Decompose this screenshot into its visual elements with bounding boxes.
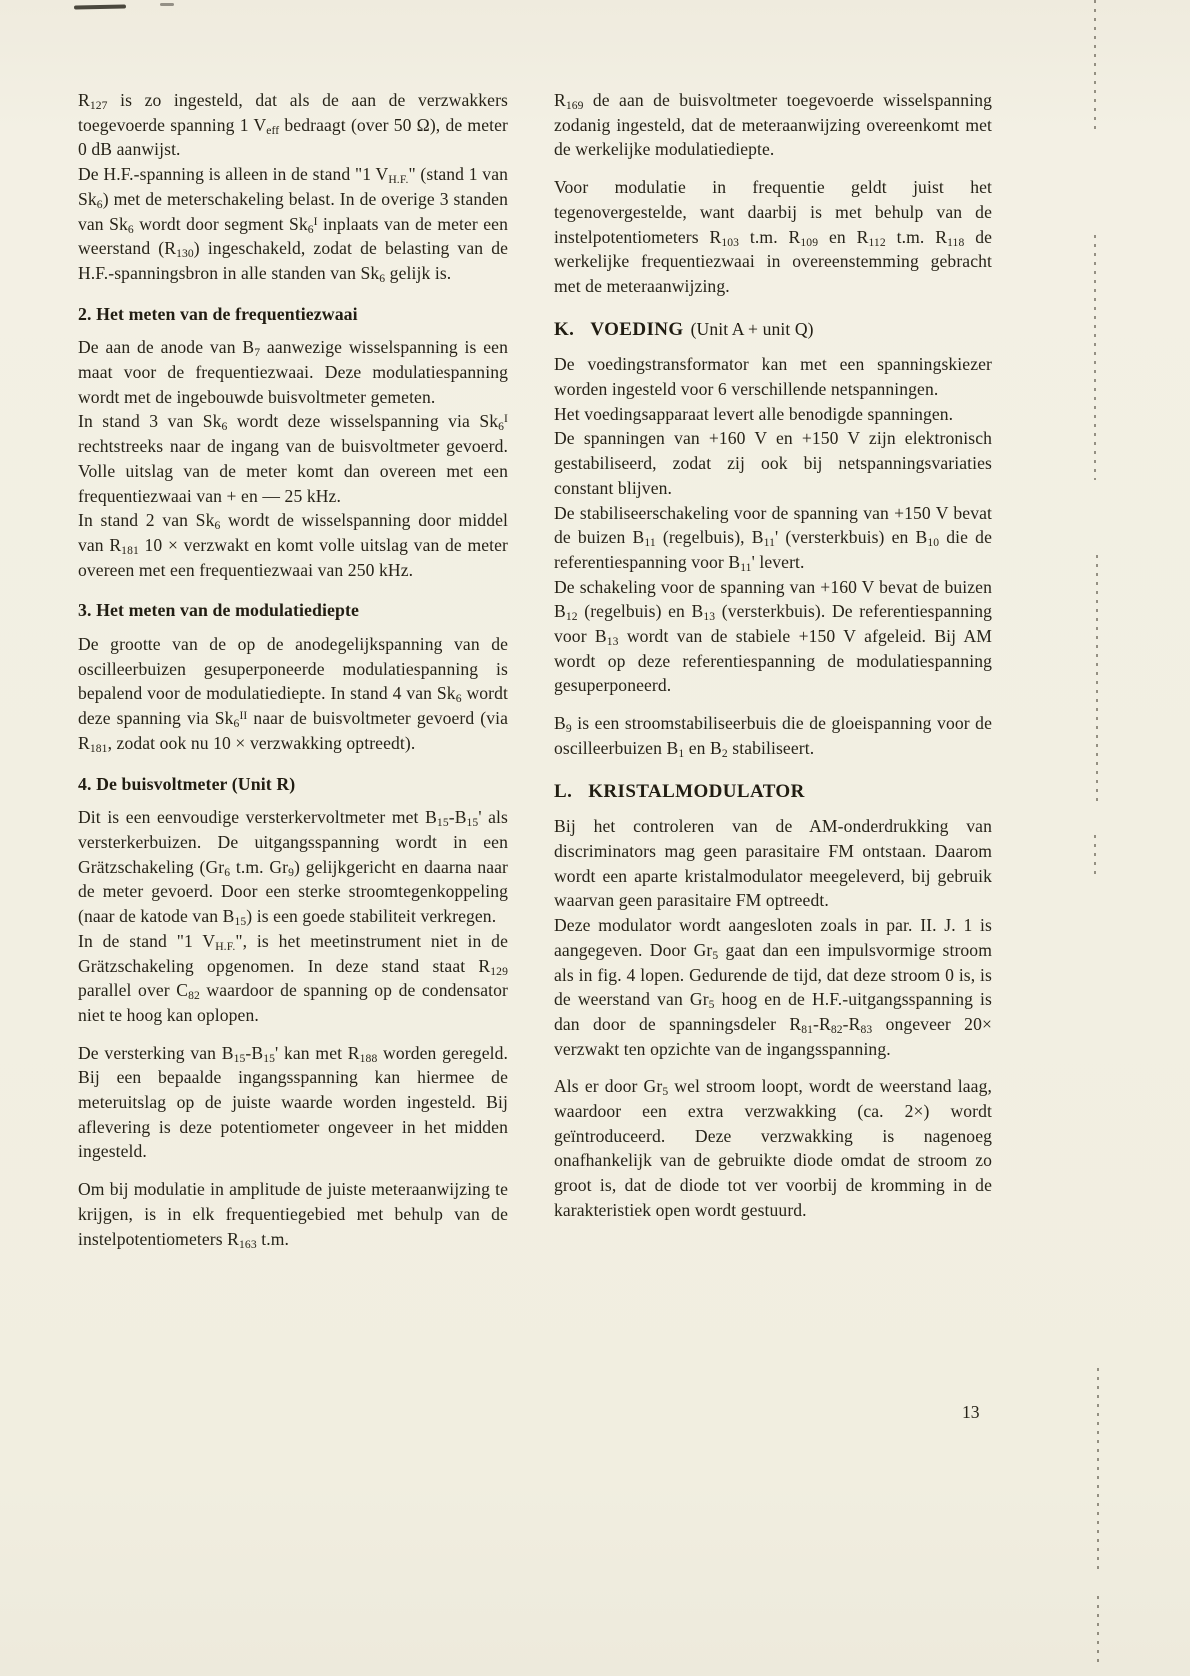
heading-voeding bbox=[554, 317, 992, 343]
scan-artifact-binding-dots bbox=[1094, 235, 1096, 480]
heading-voeding-title: VOEDING bbox=[590, 318, 684, 340]
scan-artifact-binding-dots bbox=[1097, 1368, 1099, 1573]
paragraph-modulatie-frequentie: Voor modulatie in frequentie geldt juist het tegenovergestelde, want daarbij is met behulp van de instelpotentiometers $R_{103}$ t.m. $R_{109}$ en $R_{112}$ t.m. $R_{118}$ de werkelijke frequentiezwaai in overeenstemming gebracht met de meteraanwijzing. bbox=[554, 177, 993, 296]
paragraph-schakeling-160v: De schakeling voor de spanning van +160 V bevat de buizen $B_{12}$ (regelbuis) en $B_{13}$ (versterkbuis). De referentiespanning voor $B_{13}$ wordt van de stabiele +150 V afgeleid. Bij AM wordt op deze referentiespanning de modulatiespanning gesuperponeerd. bbox=[554, 576, 992, 696]
paragraph-gr5-stroom: Als er door $Gr_5$ wel stroom loopt, wordt de weerstand laag, waardoor een extra verzwakking (ca. 2×) wordt geïntroduceerd. Deze verzwakking is nagenoeg onafhankelijk van de gebruikte diode omdat de stroom zo groot is, dat de diode tot ver voorbij de kromming in de karakteristiek open wordt gestuurd. bbox=[554, 1076, 992, 1220]
paragraph-anode-b7: De aan de anode van $B_7$ aanwezige wisselspanning is een maat voor de frequentiezwaai. Deze modulatiespanning wordt met de ingebouwde buisvoltmeter gemeten. bbox=[78, 337, 508, 407]
heading-buisvoltmeter: 4. De buisvoltmeter (Unit R) bbox=[78, 773, 296, 794]
paragraph-voedingsapparaat: Het voedingsapparaat levert alle benodigde spanningen. bbox=[554, 403, 954, 424]
right-column bbox=[554, 88, 992, 1223]
paragraph-modulatie-amplitude: Om bij modulatie in amplitude de juiste meteraanwijzing te krijgen, is in elk frequentiegebied met behulp van de instelpotentiometers $R_{163}$ t.m. bbox=[78, 1179, 508, 1251]
scan-artifact-top-tick bbox=[160, 3, 174, 6]
paragraph-voedingstransformator: De voedingstransformator kan met een spanningskiezer worden ingesteld voor 6 verschillende netspanningen. bbox=[554, 354, 992, 400]
paragraph-stand-2: In stand 2 van $Sk_6$ wordt de wisselspanning door middel van $R_{181}$ 10 × verzwakt en komt volle uitslag van de meter overeen met een frequentiezwaai van 250 kHz. bbox=[78, 510, 508, 580]
page-number: 13 bbox=[962, 1402, 980, 1422]
paragraph-r127-calibration: $R_{127}$ is zo ingesteld, dat als de aan de verzwakkers toegevoerde spanning 1 $V_{eff}$ bedraagt (over 50 Ω), de meter 0 dB aanwijst. bbox=[78, 90, 508, 160]
heading-voeding-letter: K. bbox=[554, 318, 575, 340]
scan-artifact-binding-dots bbox=[1094, 835, 1096, 880]
paragraph-stabilisatie-150v: De stabiliseerschakeling voor de spanning van +150 V bevat de buizen $B_{11}$ (regelbuis), $B_{11}'$ (versterkbuis) en $B_{10}$ die de referentiespanning voor $B_{11}'$ levert. bbox=[554, 502, 992, 574]
scan-artifact-top-dash bbox=[74, 4, 126, 9]
paragraph-stand-3: In stand 3 van $Sk_6$ wordt deze wisselspanning via $Sk_6^I$ rechtstreeks naar de ingang van de buisvoltmeter gevoerd. Volle uitslag van de meter komt dan overeen met een frequentiezwaai van + en — 25 kHz. bbox=[78, 411, 508, 506]
paragraph-hf-meter-load: De H.F.-spanning is alleen in de stand "1 $V_{H.F.}$" (stand 1 van $Sk_6$) met de meterschakeling belast. In de overige 3 standen van $Sk_6$ wordt door segment $Sk_6^I$ inplaats van de meter een weerstand $(R_{130})$ ingeschakeld, zodat de belasting van de H.F.-spanningsbron in alle standen van $Sk_6$ gelijk is. bbox=[78, 164, 508, 285]
heading-voeding-units: (Unit A + unit Q) bbox=[690, 318, 814, 339]
heading-kristalmodulator-letter: L. bbox=[554, 780, 573, 802]
heading-kristalmodulator bbox=[554, 779, 992, 805]
paragraph-am-onderdrukking: Bij het controleren van de AM-onderdrukking van discriminators mag geen parasitaire FM ontstaan. Daarom wordt een aparte kristalmodulator meegeleverd, bij gebruik waarvan geen parasitaire FM optreedt. bbox=[554, 816, 992, 911]
paragraph-modulator-aansluiting: Deze modulator wordt aangesloten zoals in par. II. J. 1 is aangegeven. Door $Gr_5$ gaat dan een impulsvormige stroom als in fig. 4 lopen. Gedurende de tijd, dat deze stroom 0 is, is de weerstand van $Gr_5$ hoog en de H.F.-uitgangsspanning is dan door de spanningsdeler $R_{81}-R_{82}-R_{83}$ ongeveer 20× verzwakt ten opzichte van de ingangsspanning. bbox=[554, 915, 992, 1059]
heading-meten-modulatiediepte: 3. Het meten van de modulatiediepte bbox=[78, 600, 360, 621]
heading-meten-frequentiezwaai: 2. Het meten van de frequentiezwaai bbox=[78, 303, 358, 324]
paragraph-gestabiliseerde-spanningen: De spanningen van +160 V en +150 V zijn elektronisch gestabiliseerd, zodat zij ook bij netspanningsvariaties constant blijven. bbox=[554, 428, 992, 498]
paragraph-modulatiediepte: De grootte van de op de anodegelijkspanning van de oscilleerbuizen gesuperponeerde modulatiespanning is bepalend voor de modulatiediepte. In stand 4 van $Sk_6$ wordt deze spanning via $Sk_6^{II}$ naar de buisvoltmeter gevoerd (via $R_{181}$, zodat ook nu 10 × verzwakking optreedt). bbox=[78, 634, 509, 755]
scan-artifact-binding-dots bbox=[1097, 1596, 1099, 1664]
paragraph-versterking-regeling: De versterking van $B_{15}-B_{15}'$ kan met $R_{188}$ worden geregeld. Bij een bepaalde ingangsspanning kan hiermee de meteruitslag op de juiste waarde worden ingesteld. Bij aflevering is deze potentiometer ongeveer in het midden ingesteld. bbox=[78, 1042, 508, 1162]
scan-artifact-binding-dots bbox=[1094, 0, 1096, 130]
paragraph-versterkervoltmeter: Dit is een eenvoudige versterkervoltmeter met $B_{15}-B_{15}'$ als versterkerbuizen. De uitgangsspanning wordt in een Grätzschakeling ($Gr_6$ t.m. $Gr_9$) gelijkgericht en daarna naar de meter gevoerd. Door een sterke stroomtegenkoppeling (naar de katode van $B_{15}$) is een goede stabiliteit verkregen. bbox=[78, 807, 509, 928]
paragraph-b9-stroomstabilisator: $B_9$ is een stroomstabiliseerbuis die de gloeispanning voor de oscilleerbuizen $B_1$ en $B_2$ stabiliseert. bbox=[554, 713, 992, 760]
scan-artifact-binding-dots bbox=[1096, 555, 1098, 805]
heading-kristalmodulator-title: KRISTALMODULATOR bbox=[588, 780, 805, 802]
paragraph-r169-instelling: $R_{169}$ de aan de buisvoltmeter toegevoerde wisselspanning zodanig ingesteld, dat de meteraanwijzing overeenkomt met de werkelijke modulatiediepte. bbox=[554, 90, 992, 160]
paragraph-stand-1v-hf: In de stand "1 $V_{H.F.}$", is het meetinstrument niet in de Grätzschakeling opgenomen. In deze stand staat $R_{129}$ parallel over $C_{82}$ waardoor de spanning op de condensator niet te hoog kan oplopen. bbox=[78, 930, 508, 1025]
left-column bbox=[78, 88, 508, 1251]
